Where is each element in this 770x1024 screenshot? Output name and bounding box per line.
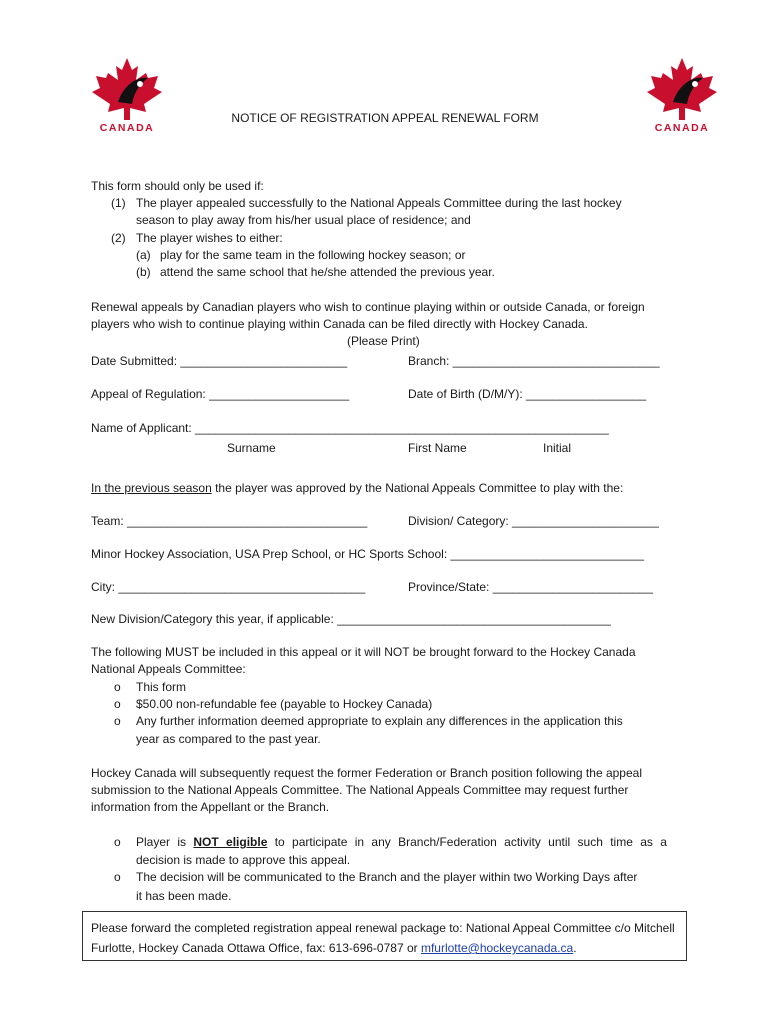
- request-line-1: Hockey Canada will subsequently request the former Federation or Branch position following the appeal: [91, 766, 642, 780]
- notice-line-2-text: Furlotte, Hockey Canada Ottawa Office, fax: 613-696-0787 or: [91, 941, 421, 955]
- eligibility-prefix: Player is: [136, 835, 194, 849]
- renewal-line-2: players who wish to continue playing within Canada can be filed directly with Hockey Canada.: [91, 317, 588, 331]
- must-line-1: The following MUST be included in this appeal or it will NOT be brought forward to the Hockey Canada: [91, 645, 636, 659]
- not-eligible-text: NOT eligible: [193, 835, 268, 849]
- notice-line-2: [91, 938, 678, 958]
- bullet: o: [114, 870, 121, 884]
- city-field[interactable]: City: _____________________________________: [91, 580, 366, 594]
- must-item-3: Any further information deemed appropriate to explain any differences in the application this: [136, 714, 623, 728]
- bullet: o: [114, 697, 121, 711]
- eligibility-item-2: The decision will be communicated to the Branch and the player within two Working Days after: [136, 870, 638, 884]
- previous-season-rest: the player was approved by the National Appeals Committee to play with the:: [211, 481, 624, 495]
- print-note: (Please Print): [347, 334, 420, 348]
- bullet: o: [114, 835, 121, 849]
- intro-lead: This form should only be used if:: [91, 179, 264, 193]
- date-of-birth-field[interactable]: Date of Birth (D/M/Y): __________________: [408, 387, 647, 401]
- initial-label: Initial: [543, 441, 572, 455]
- list-number: (2): [111, 231, 126, 245]
- must-item-3-cont: year as compared to the past year.: [136, 732, 321, 746]
- intro-sub-b: attend the same school that he/she attended the previous year.: [160, 265, 495, 279]
- request-line-2: submission to the National Appeals Committee. The National Appeals Committee may request further: [91, 783, 629, 797]
- surname-label: Surname: [227, 441, 276, 455]
- intro-sub-a: play for the same team in the following hockey season; or: [160, 248, 466, 262]
- eligibility-rest: to participate in any Branch/Federation activity until such time as a: [267, 835, 667, 849]
- intro-item-1-cont: season to play away from his/her usual place of residence; and: [136, 213, 471, 227]
- must-item-2: $50.00 non-refundable fee (payable to Hockey Canada): [136, 697, 433, 711]
- intro-item-2: The player wishes to either:: [136, 231, 283, 245]
- notice-period: .: [573, 941, 577, 955]
- appeal-regulation-field[interactable]: Appeal of Regulation: _____________________: [91, 387, 350, 401]
- date-submitted-field[interactable]: Date Submitted: _________________________: [91, 354, 348, 368]
- division-field[interactable]: Division/ Category: ______________________: [408, 514, 659, 528]
- bullet: o: [114, 680, 121, 694]
- logo-wordmark: CANADA: [99, 122, 155, 134]
- eligibility-item-1: [136, 834, 680, 850]
- eligibility-item-2-cont: it has been made.: [136, 889, 232, 903]
- email-link[interactable]: mfurlotte@hockeycanada.ca: [420, 941, 574, 955]
- minor-hockey-field[interactable]: Minor Hockey Association, USA Prep School, or HC Sports School: _____________________________: [91, 547, 645, 561]
- new-division-field[interactable]: New Division/Category this year, if applicable: _________________________________________: [91, 612, 611, 626]
- team-field[interactable]: Team: ____________________________________: [91, 514, 368, 528]
- province-field[interactable]: Province/State: ________________________: [408, 580, 653, 594]
- renewal-line-1: Renewal appeals by Canadian players who wish to continue playing within or outside Canada, or foreign: [91, 300, 645, 314]
- list-letter: (a): [136, 248, 151, 262]
- must-item-1: This form: [136, 680, 187, 694]
- logo-wordmark: CANADA: [654, 122, 710, 134]
- applicant-name-field[interactable]: Name of Applicant: ______________________________________________________________: [91, 421, 609, 435]
- first-name-label: First Name: [408, 441, 467, 455]
- list-letter: (b): [136, 265, 151, 279]
- request-line-3: information from the Appellant or the Branch.: [91, 800, 330, 814]
- previous-season-underlined: In the previous season: [91, 481, 212, 495]
- notice-line-1: Please forward the completed registration appeal renewal package to: National Appeal Committee c/o Mitchell: [91, 921, 675, 935]
- branch-field[interactable]: Branch: _______________________________: [408, 354, 660, 368]
- bullet: o: [114, 714, 121, 728]
- page-title: NOTICE OF REGISTRATION APPEAL RENEWAL FORM: [231, 111, 539, 125]
- must-line-2: National Appeals Committee:: [91, 662, 246, 676]
- list-number: (1): [111, 196, 126, 210]
- eligibility-item-1-cont: decision is made to approve this appeal.: [136, 853, 351, 867]
- intro-item-1: The player appealed successfully to the National Appeals Committee during the last hockey: [136, 196, 622, 210]
- previous-season-statement: [91, 480, 623, 496]
- forwarding-notice-box: [82, 911, 687, 961]
